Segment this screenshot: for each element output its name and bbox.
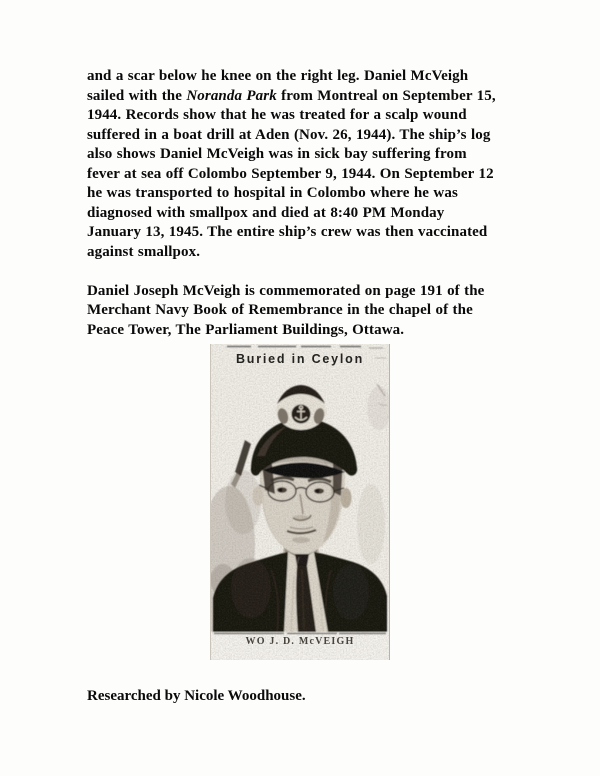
researcher-credit: Researched by Nicole Woodhouse. <box>87 688 306 704</box>
text-line: also shows Daniel McVeigh was in sick bay suffering from <box>87 146 467 162</box>
body-text <box>87 67 496 340</box>
text-line <box>87 87 496 107</box>
text-line: diagnosed with smallpox and died at 8:40 PM Monday <box>87 204 445 221</box>
paragraph-commemoration <box>87 282 496 341</box>
text-line: 1944. Records show that he was treated for a scalp wound <box>87 107 467 123</box>
text-segment: from Montreal on September 15, <box>276 87 496 104</box>
text-line: against smallpox. <box>87 243 201 260</box>
photo-top-caption: Buried in Ceylon <box>235 352 365 366</box>
text-line: January 13, 1945. The entire ship’s crew was then vaccinated <box>87 224 488 240</box>
text-line: Daniel Joseph McVeigh is commemorated on page 191 of the <box>87 282 485 299</box>
text-line: fever at sea off Colombo September 9, 1944. On September 12 <box>87 165 494 182</box>
text-segment: sailed with the <box>87 87 187 104</box>
portrait-photo <box>210 344 390 660</box>
ship-name-italic: Noranda Park <box>186 87 277 104</box>
portrait-drawing <box>211 344 389 660</box>
text-line: Merchant Navy Book of Remembrance in the chapel of the <box>87 302 473 318</box>
text-line: and a scar below he knee on the right leg. Daniel McVeigh <box>87 68 469 84</box>
text-line: suffered in a boat drill at Aden (Nov. 26, 1944). The ship’s log <box>87 126 491 143</box>
text-line: Peace Tower, The Parliament Buildings, Ottawa. <box>87 321 405 338</box>
text-line: he was transported to hospital in Colombo where he was <box>87 185 458 201</box>
photo-bottom-caption: WO J. D. McVEIGH <box>245 636 355 647</box>
paragraph-service-history <box>87 67 496 262</box>
